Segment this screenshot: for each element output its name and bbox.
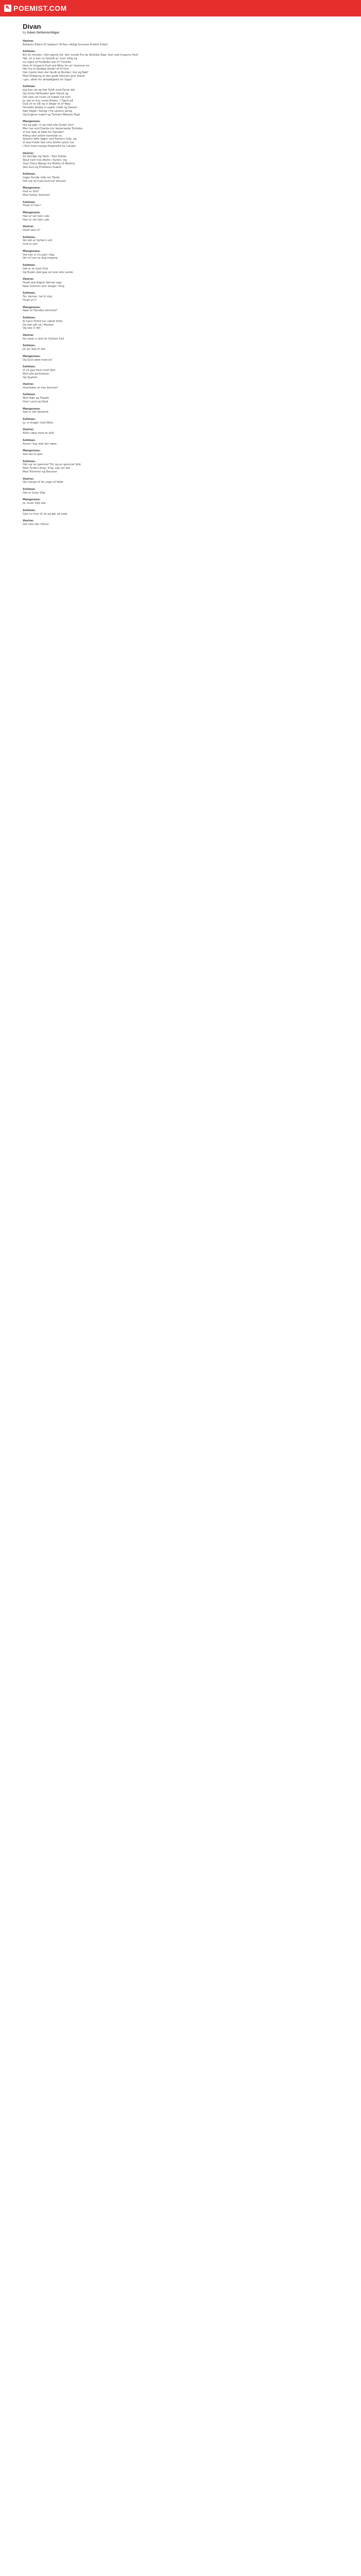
poem-title: Divan <box>23 23 41 30</box>
poem-line: Med Trommer og Basuner <box>23 470 57 474</box>
speaker-line: Soliman. <box>23 292 36 295</box>
poem-line: I Fest med mange Krigshelte for Landet <box>23 144 76 148</box>
poem-line: Skjul ham hos Allahs i Syrien, sig <box>23 159 67 162</box>
poem-line <box>23 474 309 478</box>
poem-line <box>23 117 309 121</box>
byline <box>23 31 309 35</box>
poem-line: Med alle Janitsharer <box>23 372 50 376</box>
poem-line: Sit Venlige sig Held, i Den Soldat <box>23 155 67 159</box>
speaker-line: Soliman. <box>23 173 36 176</box>
poem-line: Hvad vil I? <box>23 298 37 302</box>
poem-line <box>23 330 309 334</box>
poem-line: Vi skal holde fast som Stolte Løver her <box>23 141 74 145</box>
speaker-line: Soliman. <box>23 509 36 512</box>
poem-line: Sejrens løfte ligger ved Herrens Vilje, og <box>23 138 77 141</box>
poem-line: Det var en gammel Tid, og en gammel Skik <box>23 463 81 467</box>
poem-line <box>23 456 309 460</box>
poem-line: Den hjerte dem der fandt at Norden, Gul og Rød! <box>23 71 89 75</box>
poem-line: Det skal ske, Herre! <box>23 522 50 526</box>
poem-line: Naar Soliman selv drager i Krig <box>23 284 64 288</box>
poem-line <box>23 390 309 394</box>
poem-line <box>23 313 309 316</box>
poem-line: Vi vil gaa frem mod Vest <box>23 368 56 372</box>
poem-line: Ja! Ja! Saa er det. <box>23 348 46 351</box>
poem-line <box>23 222 309 225</box>
speaker-line: Mangerane. <box>23 354 41 358</box>
poem-line <box>23 169 309 173</box>
speaker-line: Mangerane. <box>23 120 41 124</box>
poem-line: Al hans Fortid har været forbi, <box>23 319 63 323</box>
poem-line: Ja, det er kun vores Elskov, i Tænk på <box>23 99 73 103</box>
poem-line <box>23 183 309 187</box>
poem-line: Her fra to blodige steder et til fors! <box>23 67 70 71</box>
poem-line: Og saa vi det <box>23 327 41 330</box>
poem-line: Med Hær og Flaade <box>23 397 49 400</box>
speaker-line: Mangerane. <box>23 211 41 215</box>
poem-line: Bin bli mindes i Den gamle tid, den vunde Fra de Tyrkiske Rige, bort ved Ungarns flod! <box>23 54 139 57</box>
poem-line: Naar Tyrken drog i Krig, saa var det <box>23 467 70 470</box>
poem-line: Han er vel ham ude <box>23 218 50 222</box>
poem-line: Og Budet skal gaa ud over alle Lande <box>23 270 73 274</box>
poem-line: nu ingen af Forældre ere vi? Forelde <box>23 60 71 64</box>
poem-line: Og mange af de unge vil falde <box>23 481 63 484</box>
poem-line <box>23 341 309 345</box>
poem-line: Da han gik ud i Marken <box>23 323 54 327</box>
speaker-line: Soliman. <box>23 264 36 267</box>
top-bar <box>0 0 361 16</box>
author-name[interactable]: Adam Oehlenschläger <box>27 31 60 35</box>
poem-line: Over Land og Vand <box>23 400 48 404</box>
poem-line: Det var ej hvad Gud har skrevet <box>23 179 66 183</box>
poem-line <box>23 274 309 278</box>
poem-line: Han er vel ham ude <box>23 214 50 218</box>
speaker-line: Soliman. <box>23 200 36 204</box>
poem-line <box>23 47 309 50</box>
poem-line: Hvor til Ungarns fryd ved Wien for at i kommer en <box>23 64 90 67</box>
speaker-line: Mangerane. <box>23 498 41 502</box>
poem-line: Vi har ikke at fæle for Fjenden! <box>23 130 64 134</box>
speaker-line: Vezirer. <box>23 225 34 229</box>
speaker-line: Mangerane. <box>23 249 41 253</box>
poem-line: Gaa nu hver til sit og gør alt rede <box>23 512 68 516</box>
poem-line: Men har end Fjende hin Vesterlands Tyrkiske <box>23 127 83 130</box>
speaker-line: Soliman. <box>23 50 36 54</box>
poem-line <box>23 260 309 264</box>
speaker-line: Soliman. <box>23 365 36 369</box>
poem-line: Ved Gud og Profetens Sværd <box>23 165 61 169</box>
speaker-line: Vezirer. <box>23 477 34 481</box>
poem-line: Det er Guds Vilje <box>23 491 45 495</box>
poem-line: Naar er Fjenden kommet? <box>23 309 58 313</box>
speaker-line: Soliman. <box>23 438 36 442</box>
poem-line <box>23 82 309 86</box>
speaker-line: Vezirer. <box>23 333 34 337</box>
poem-line: Aldrig skal andre overlade os; <box>23 134 63 138</box>
poem-line: Gud er Stor! <box>23 190 39 194</box>
poem-line: Og Krigens sværd og Tyrkiets Maanes Rige <box>23 113 80 116</box>
poem-content <box>0 16 309 527</box>
poem-line <box>23 435 309 439</box>
poem-line: Jeg kan vel og fast Fyldt med Farve det. <box>23 89 76 92</box>
poem-line: Saa er det bestemt <box>23 411 48 414</box>
speaker-line: Soliman. <box>23 460 36 463</box>
poem-line: Amen! Saa skal det være. <box>23 442 58 446</box>
poem-line <box>23 148 309 152</box>
poem-line <box>23 404 309 408</box>
poem-line <box>23 414 309 418</box>
poem-line <box>23 289 309 292</box>
speaker-line: Vezirer. <box>23 519 34 523</box>
poem-line <box>23 232 309 236</box>
poem-line: Nu staar vi alle for Sultans Fod <box>23 337 64 341</box>
speaker-line: Soliman. <box>23 393 36 397</box>
poem-line <box>23 425 309 429</box>
poem-line <box>23 208 309 211</box>
poem-line: Hvad skal Rigets Sønner sige <box>23 281 62 284</box>
poem-line <box>23 379 309 383</box>
poem-line: Hoi og gjør; vi og med alle Guder stor! <box>23 124 74 127</box>
poem-line <box>23 302 309 306</box>
poem-line: Behøver Edens Hi hjelpen? Al Kan nådigt forsvare Profets Folke! <box>23 43 108 46</box>
speaker-line: Vezirer. <box>23 278 34 281</box>
speaker-line: Mangerane. <box>23 306 41 309</box>
poem-line <box>23 516 309 519</box>
poem-line: Gud er stor <box>23 243 38 246</box>
poem-line: Sæt flaget i Konge i fra Løvens sprog <box>23 109 72 113</box>
poem-line: Tal, Venner, tal til mig <box>23 295 52 299</box>
poem-line: Med Sultan Soliman! <box>23 194 51 197</box>
poem-line: Hvad skal vi? <box>23 229 41 232</box>
poem-line: I ger, såvel for ærbødighed for Sagn! <box>23 78 73 81</box>
poem-line <box>23 246 309 250</box>
poem-line: Og vores Førlkalder igen Stand og <box>23 92 69 95</box>
poem-line <box>23 446 309 449</box>
pen-icon: ✎ <box>4 5 11 12</box>
poem-line: Gud vil os slå og vi blege vil af fløje, <box>23 103 71 106</box>
poem-line: Hovedet blodig vi saaler rodet og Sakser <box>23 106 77 110</box>
poem-line <box>23 351 309 355</box>
poem-line <box>23 484 309 488</box>
poem-line <box>23 505 309 509</box>
speaker-line: Mangerane. <box>23 449 41 453</box>
poem-line: Ingen Kunde vide vor Tanke <box>23 176 60 180</box>
speaker-line: Mangerane. <box>23 187 41 190</box>
poem-line: Saa lad os gaa <box>23 453 43 456</box>
poem-line <box>23 362 309 365</box>
poem-line <box>23 495 309 499</box>
poem-body <box>23 40 309 527</box>
poem-line: Det skal vel hvert vil træde ind som <box>23 95 71 99</box>
speaker-line: Vezirer. <box>23 151 34 155</box>
poem-line: Vel det er Sultan's ord <box>23 239 53 243</box>
speaker-line: Vezirer. <box>23 40 34 43</box>
poem-line: Det er et stort Ord; <box>23 267 48 270</box>
speaker-line: Vezirer. <box>23 428 34 432</box>
poem-line: Det kan vi tro paa i dag <box>23 253 55 257</box>
speaker-line: Soliman. <box>23 316 36 319</box>
site-logo[interactable] <box>4 4 67 12</box>
speaker-line: Soliman. <box>23 418 36 421</box>
poem-line <box>23 197 309 201</box>
speaker-line: Soliman. <box>23 344 36 348</box>
speaker-line: Vezirer. <box>23 383 34 386</box>
poem-line: Allah være med os alle! <box>23 432 55 435</box>
poem-line: Over Zions Bjerge fra Mekka til Medina <box>23 162 75 165</box>
poem-line: Ja, Guds Vilje ske <box>23 502 46 505</box>
poem-line: Hør, at vi kan nu fastslå at, hvor villig og <box>23 57 77 60</box>
poem-line: Hvad vil han? <box>23 204 41 208</box>
speaker-line: Soliman. <box>23 85 36 89</box>
byline-prefix: by <box>23 31 26 35</box>
speaker-line: Soliman. <box>23 235 36 239</box>
poem-line: Og Spahier <box>23 376 38 379</box>
speaker-line: Soliman. <box>23 488 36 491</box>
poem-line: Med Ordsprog af den gode Olevren grot Stand <box>23 74 85 78</box>
site-logo-text: POEMIST.COM <box>13 4 67 12</box>
poem-line: Ja, vi drager mod Wien <box>23 421 54 425</box>
speaker-line: Mangerane. <box>23 407 41 411</box>
poem-line: Og Gud være med os! <box>23 358 53 362</box>
poem-line: Hvorledes vil han komme? <box>23 386 58 389</box>
poem-line: Vel vil han os dog engang. <box>23 257 58 260</box>
